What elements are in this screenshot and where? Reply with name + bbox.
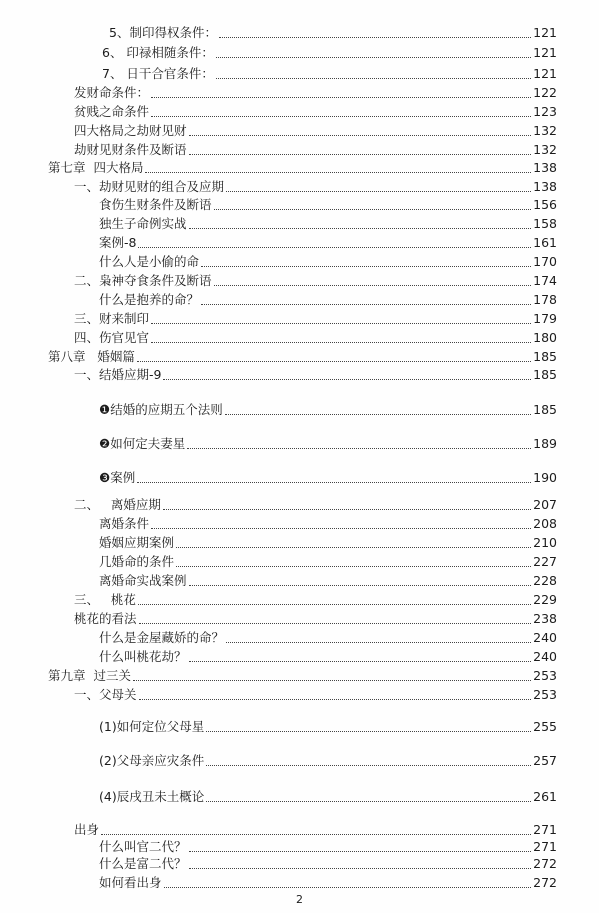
dot-leader: [225, 414, 531, 415]
toc-entry-title: 劫财见财条件及断语: [74, 142, 187, 157]
toc-entry-page: 185: [533, 349, 557, 364]
toc-entry-title: 四、伤官见官: [74, 330, 150, 345]
toc-entry: [99, 570, 557, 588]
toc-entry: [99, 646, 557, 664]
toc-entry-page: 229: [533, 592, 557, 607]
dot-leader: [206, 801, 531, 802]
page-number: 2: [296, 893, 303, 906]
toc-entry: [102, 42, 557, 60]
toc-entry-page: 185: [533, 367, 557, 382]
toc-entry-title: (4)辰戌丑未土概论: [99, 789, 205, 804]
dot-leader: [101, 834, 531, 835]
toc-entry-page: 238: [533, 611, 557, 626]
toc-entry-page: 210: [533, 535, 557, 550]
dot-leader: [226, 642, 531, 643]
dot-leader: [189, 868, 532, 869]
toc-entry-page: 138: [533, 160, 557, 175]
dot-leader: [206, 765, 531, 766]
dot-leader: [137, 482, 531, 483]
toc-entry: [99, 551, 557, 569]
toc-entry-title: 出身: [74, 822, 100, 837]
dot-leader: [189, 585, 532, 586]
toc-entry-title: 三、 桃花: [74, 592, 136, 607]
toc-entry: [99, 513, 557, 531]
dot-leader: [151, 323, 531, 324]
toc-entry-title: 几婚命的条件: [99, 554, 175, 569]
toc-entry: [74, 364, 557, 382]
toc-entry-page: 138: [533, 179, 557, 194]
toc-entry-page: 170: [533, 254, 557, 269]
toc-entry: [99, 627, 557, 645]
toc-entry-title: 婚姻应期案例: [99, 535, 175, 550]
toc-entry: [74, 176, 557, 194]
toc-entry-title: 什么是抱养的命？: [99, 292, 200, 307]
toc-entry-title: 离婚条件: [99, 516, 150, 531]
toc-entry: [99, 232, 557, 250]
toc-entry-title: 三、财来制印: [74, 311, 150, 326]
toc-entry: [74, 139, 557, 157]
toc-entry-title: 什么是金屋藏娇的命？: [99, 630, 225, 645]
dot-leader: [138, 604, 531, 605]
dot-leader: [145, 172, 531, 173]
toc-entry: [74, 494, 557, 512]
toc-entry-title: 一、父母关: [74, 687, 137, 702]
toc-entry-page: 179: [533, 311, 557, 326]
toc-entry: [99, 716, 557, 734]
dot-leader: [139, 699, 532, 700]
toc-entry-title: 什么人是小偷的命: [99, 254, 200, 269]
dot-leader: [133, 680, 531, 681]
toc-entry: [99, 289, 557, 307]
toc-entry-title: ❸案例: [99, 470, 136, 485]
toc-entry-page: 240: [533, 649, 557, 664]
toc-entry-title: 7、 日干合官条件：: [102, 66, 214, 81]
toc-entry-title: 5、制印得权条件：: [109, 25, 217, 40]
toc-entry-page: 121: [533, 45, 557, 60]
toc-entry-title: ❶结婚的应期五个法则: [99, 402, 223, 417]
toc-entry-page: 178: [533, 292, 557, 307]
toc-entry: [99, 399, 557, 417]
toc-entry-page: 257: [533, 753, 557, 768]
dot-leader: [214, 285, 532, 286]
toc-entry-page: 190: [533, 470, 557, 485]
dot-leader: [151, 97, 531, 98]
toc-entry-title: 独生子命例实战: [99, 216, 187, 231]
toc-entry-page: 132: [533, 142, 557, 157]
toc-entry-title: 如何看出身: [99, 875, 162, 890]
toc-entry-page: 123: [533, 104, 557, 119]
dot-leader: [138, 247, 531, 248]
toc-entry-page: 271: [533, 822, 557, 837]
toc-entry-title: 什么是富二代？: [99, 856, 187, 871]
toc-entry-title: (1)如何定位父母星: [99, 719, 205, 734]
toc-entry: [48, 157, 557, 175]
dot-leader: [187, 448, 531, 449]
toc-entry: [109, 22, 557, 40]
dot-leader: [151, 342, 531, 343]
dot-leader: [206, 731, 531, 732]
toc-entry: [74, 819, 557, 837]
dot-leader: [163, 509, 531, 510]
toc-entry-page: 156: [533, 197, 557, 212]
dot-leader: [201, 266, 531, 267]
toc-entry-title: 一、劫财见财的组合及应期: [74, 179, 225, 194]
toc-entry: [99, 853, 557, 871]
toc-entry-page: 121: [533, 25, 557, 40]
toc-entry-title: 案例-8: [99, 235, 137, 250]
toc-entry-page: 208: [533, 516, 557, 531]
toc-entry-title: 什么叫桃花劫？: [99, 649, 187, 664]
toc-entry: [99, 194, 557, 212]
toc-entry-title: 发财命条件：: [74, 85, 150, 100]
dot-leader: [226, 191, 531, 192]
toc-entry: [74, 608, 557, 626]
toc-entry-title: 二、 离婚应期: [74, 497, 161, 512]
dot-leader: [219, 37, 531, 38]
toc-entry: [74, 308, 557, 326]
dot-leader: [189, 851, 532, 852]
toc-entry-page: 228: [533, 573, 557, 588]
toc-entry: [99, 872, 557, 890]
toc-entry: [99, 532, 557, 550]
dot-leader: [189, 154, 532, 155]
dot-leader: [189, 228, 532, 229]
toc-entry-title: ❷如何定夫妻星: [99, 436, 186, 451]
toc-entry: [48, 665, 557, 683]
toc-entry-page: 132: [533, 123, 557, 138]
toc-entry-page: 122: [533, 85, 557, 100]
toc-entry-title: 二、枭神夺食条件及断语: [74, 273, 212, 288]
toc-entry: [74, 270, 557, 288]
toc-entry: [102, 63, 557, 81]
toc-entry: [48, 346, 557, 364]
toc-entry-title: 贫贱之命条件: [74, 104, 150, 119]
toc-entry-page: 227: [533, 554, 557, 569]
toc-entry-page: 261: [533, 789, 557, 804]
toc-entry: [99, 786, 557, 804]
toc-entry-title: 第八章 婚姻篇: [48, 349, 135, 364]
dot-leader: [164, 887, 532, 888]
toc-entry: [74, 82, 557, 100]
toc-entry-page: 271: [533, 839, 557, 854]
toc-entry-page: 255: [533, 719, 557, 734]
toc-entry-page: 253: [533, 687, 557, 702]
toc-entry: [99, 433, 557, 451]
toc-entry: [99, 213, 557, 231]
dot-leader: [201, 304, 531, 305]
toc-entry-page: 253: [533, 668, 557, 683]
toc-entry-page: 158: [533, 216, 557, 231]
toc-entry-page: 161: [533, 235, 557, 250]
toc-entry-page: 180: [533, 330, 557, 345]
toc-entry-title: 第七章 四大格局: [48, 160, 144, 175]
dot-leader: [189, 135, 532, 136]
toc-entry-page: 121: [533, 66, 557, 81]
dot-leader: [189, 661, 532, 662]
toc-entry: [74, 589, 557, 607]
dot-leader: [214, 209, 532, 210]
dot-leader: [151, 116, 531, 117]
toc-entry-page: 272: [533, 875, 557, 890]
toc-entry-title: 第九章 过三关: [48, 668, 131, 683]
toc-entry: [99, 836, 557, 854]
dot-leader: [176, 566, 531, 567]
toc-entry-page: 240: [533, 630, 557, 645]
toc-entry: [99, 467, 557, 485]
toc-entry: [99, 750, 557, 768]
toc-entry-title: 什么叫官二代？: [99, 839, 187, 854]
toc-entry-page: 207: [533, 497, 557, 512]
toc-entry-title: (2)父母亲应灾条件: [99, 753, 205, 768]
toc-entry: [74, 327, 557, 345]
dot-leader: [151, 528, 531, 529]
toc-entry-page: 272: [533, 856, 557, 871]
toc-entry: [74, 684, 557, 702]
toc-entry: [99, 251, 557, 269]
dot-leader: [139, 623, 532, 624]
dot-leader: [163, 379, 531, 380]
toc-entry: [74, 101, 557, 119]
toc-entry-title: 离婚命实战案例: [99, 573, 187, 588]
toc-entry-title: 一、结婚应期-9: [74, 367, 162, 382]
toc-entry-page: 174: [533, 273, 557, 288]
dot-leader: [216, 78, 531, 79]
toc-entry-page: 185: [533, 402, 557, 417]
dot-leader: [216, 57, 531, 58]
dot-leader: [176, 547, 531, 548]
toc-entry-page: 189: [533, 436, 557, 451]
toc-entry-title: 食伤生财条件及断语: [99, 197, 212, 212]
toc-entry-title: 6、 印禄相随条件：: [102, 45, 214, 60]
toc-entry: [74, 120, 557, 138]
toc-entry-title: 桃花的看法: [74, 611, 137, 626]
dot-leader: [137, 361, 531, 362]
toc-entry-title: 四大格局之劫财见财: [74, 123, 187, 138]
